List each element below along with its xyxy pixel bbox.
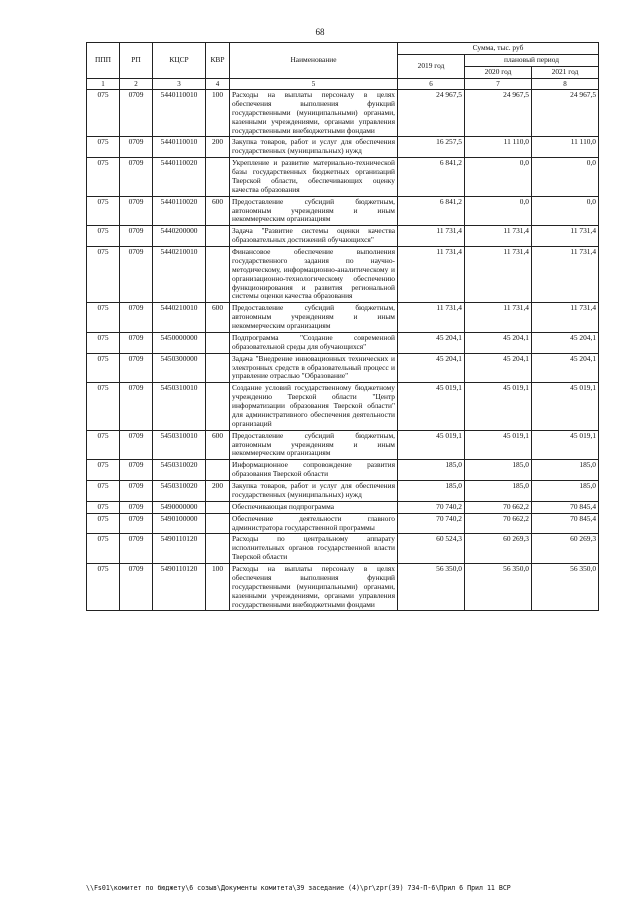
cell-rp: 0709 (120, 460, 153, 481)
cell-kcsr: 5450310020 (153, 481, 206, 502)
cell-rp: 0709 (120, 303, 153, 333)
cell-sum-2021: 45 019,1 (532, 383, 599, 430)
column-number-cell: 4 (206, 78, 230, 89)
cell-kcsr: 5440210010 (153, 247, 206, 303)
cell-sum-2020: 185,0 (465, 481, 532, 502)
header-kcsr: КЦСР (153, 43, 206, 79)
cell-name: Задача "Развитие системы оценки качества образовательных достижений обучающихся" (230, 226, 398, 247)
table-header (87, 43, 599, 90)
cell-kvr (206, 332, 230, 353)
cell-kcsr: 5450300000 (153, 353, 206, 383)
cell-kvr: 100 (206, 564, 230, 611)
cell-name: Информационное сопровождение развития образования Тверской области (230, 460, 398, 481)
cell-rp: 0709 (120, 137, 153, 158)
cell-name: Финансовое обеспечение выполнения государственного задания по научно-методическому, информационно-аналитическому и организационно-технологическому обеспечению функционирования и развития региональной системы оценки качества образования (230, 247, 398, 303)
cell-sum-2020: 11 110,0 (465, 137, 532, 158)
cell-sum-2020: 185,0 (465, 460, 532, 481)
cell-rp: 0709 (120, 501, 153, 513)
cell-kvr (206, 460, 230, 481)
cell-ppp: 075 (87, 137, 120, 158)
cell-ppp: 075 (87, 460, 120, 481)
table-row (87, 158, 599, 197)
cell-kvr (206, 501, 230, 513)
cell-sum-2019: 11 731,4 (398, 303, 465, 333)
cell-ppp: 075 (87, 430, 120, 460)
cell-sum-2020: 60 269,3 (465, 534, 532, 564)
cell-sum-2021: 11 731,4 (532, 303, 599, 333)
cell-sum-2020: 0,0 (465, 196, 532, 226)
cell-sum-2020: 45 204,1 (465, 353, 532, 383)
cell-kvr: 100 (206, 90, 230, 137)
cell-rp: 0709 (120, 513, 153, 534)
cell-sum-2021: 0,0 (532, 196, 599, 226)
cell-ppp: 075 (87, 481, 120, 502)
cell-kcsr: 5440210010 (153, 303, 206, 333)
cell-kvr (206, 353, 230, 383)
cell-sum-2019: 185,0 (398, 460, 465, 481)
cell-sum-2020: 45 019,1 (465, 430, 532, 460)
cell-sum-2020: 70 662,2 (465, 501, 532, 513)
column-number-cell: 1 (87, 78, 120, 89)
cell-rp: 0709 (120, 226, 153, 247)
cell-ppp: 075 (87, 303, 120, 333)
budget-table (86, 42, 599, 611)
cell-rp: 0709 (120, 158, 153, 197)
table-row (87, 430, 599, 460)
cell-sum-2020: 11 731,4 (465, 247, 532, 303)
cell-sum-2021: 45 204,1 (532, 332, 599, 353)
cell-name: Предоставление субсидий бюджетным, автономным учреждениям и иным некоммерческим организациям (230, 196, 398, 226)
table-row (87, 332, 599, 353)
cell-sum-2021: 45 019,1 (532, 430, 599, 460)
cell-sum-2019: 6 841,2 (398, 196, 465, 226)
cell-sum-2021: 0,0 (532, 158, 599, 197)
cell-sum-2019: 16 257,5 (398, 137, 465, 158)
cell-sum-2019: 56 350,0 (398, 564, 465, 611)
cell-sum-2019: 45 204,1 (398, 332, 465, 353)
cell-rp: 0709 (120, 332, 153, 353)
cell-kcsr: 5450310020 (153, 460, 206, 481)
cell-rp: 0709 (120, 247, 153, 303)
cell-ppp: 075 (87, 564, 120, 611)
column-number-row (87, 78, 599, 89)
cell-name: Подпрограмма "Создание современной образовательной среды для обучающихся" (230, 332, 398, 353)
cell-sum-2019: 45 019,1 (398, 430, 465, 460)
table-row (87, 353, 599, 383)
cell-sum-2021: 56 350,0 (532, 564, 599, 611)
table-row (87, 137, 599, 158)
cell-name: Расходы на выплаты персоналу в целях обеспечения выполнения функций государственными (муниципальными) органами, казенными учреждениями, органами управления государственными внебюджетными фондами (230, 564, 398, 611)
cell-kcsr: 5490000000 (153, 501, 206, 513)
table-row (87, 303, 599, 333)
cell-sum-2021: 11 731,4 (532, 226, 599, 247)
header-year-2020: 2020 год (465, 66, 532, 78)
cell-sum-2021: 185,0 (532, 481, 599, 502)
cell-name: Расходы на выплаты персоналу в целях обеспечения выполнения функций государственными (муниципальными) органами, казенными учреждениями, органами управления государственными внебюджетными фондами (230, 90, 398, 137)
table-row (87, 564, 599, 611)
cell-kcsr: 5490110120 (153, 564, 206, 611)
cell-sum-2020: 45 204,1 (465, 332, 532, 353)
header-kvr: КВР (206, 43, 230, 79)
table-row (87, 513, 599, 534)
cell-rp: 0709 (120, 564, 153, 611)
cell-rp: 0709 (120, 481, 153, 502)
cell-ppp: 075 (87, 158, 120, 197)
cell-sum-2020: 11 731,4 (465, 303, 532, 333)
cell-ppp: 075 (87, 332, 120, 353)
cell-sum-2019: 70 740,2 (398, 513, 465, 534)
table-row (87, 383, 599, 430)
cell-ppp: 075 (87, 196, 120, 226)
cell-ppp: 075 (87, 383, 120, 430)
table-body (87, 90, 599, 611)
cell-name: Расходы по центральному аппарату исполнительных органов государственной власти Тверской области (230, 534, 398, 564)
cell-sum-2021: 24 967,5 (532, 90, 599, 137)
cell-ppp: 075 (87, 501, 120, 513)
header-name: Наименование (230, 43, 398, 79)
cell-sum-2019: 45 019,1 (398, 383, 465, 430)
cell-name: Задача "Внедрение инновационных технических и электронных средств в образовательный процесс и управление отраслью "Образование" (230, 353, 398, 383)
table-row (87, 90, 599, 137)
table-row (87, 196, 599, 226)
cell-ppp: 075 (87, 247, 120, 303)
column-number-cell: 5 (230, 78, 398, 89)
cell-sum-2020: 70 662,2 (465, 513, 532, 534)
cell-sum-2021: 70 845,4 (532, 513, 599, 534)
cell-rp: 0709 (120, 534, 153, 564)
cell-name: Закупка товаров, работ и услуг для обеспечения государственных (муниципальных) нужд (230, 481, 398, 502)
cell-name: Закупка товаров, работ и услуг для обеспечения государственных (муниципальных) нужд (230, 137, 398, 158)
header-rp: РП (120, 43, 153, 79)
cell-sum-2021: 11 110,0 (532, 137, 599, 158)
cell-sum-2021: 60 269,3 (532, 534, 599, 564)
cell-kvr (206, 513, 230, 534)
cell-sum-2019: 11 731,4 (398, 247, 465, 303)
cell-kcsr: 5440110010 (153, 90, 206, 137)
cell-kvr: 200 (206, 481, 230, 502)
cell-sum-2019: 45 204,1 (398, 353, 465, 383)
cell-kcsr: 5440200000 (153, 226, 206, 247)
cell-sum-2021: 70 845,4 (532, 501, 599, 513)
cell-sum-2020: 56 350,0 (465, 564, 532, 611)
header-plan-period: плановый период (465, 54, 599, 66)
cell-rp: 0709 (120, 353, 153, 383)
cell-kvr (206, 226, 230, 247)
cell-kcsr: 5440110020 (153, 196, 206, 226)
cell-name: Предоставление субсидий бюджетным, автономным учреждениям и иным некоммерческим организациям (230, 430, 398, 460)
table-row (87, 481, 599, 502)
table-row (87, 534, 599, 564)
cell-kcsr: 5450000000 (153, 332, 206, 353)
column-number-cell: 3 (153, 78, 206, 89)
cell-rp: 0709 (120, 90, 153, 137)
cell-kcsr: 5450310010 (153, 383, 206, 430)
cell-sum-2019: 24 967,5 (398, 90, 465, 137)
cell-name: Укрепление и развитие материально-технической базы государственных бюджетных организаций Тверской области, обеспечивающих оценку качества образования (230, 158, 398, 197)
cell-sum-2019: 70 740,2 (398, 501, 465, 513)
cell-kcsr: 5450310010 (153, 430, 206, 460)
cell-name: Обеспечивающая подпрограмма (230, 501, 398, 513)
cell-sum-2021: 45 204,1 (532, 353, 599, 383)
column-number-cell: 7 (465, 78, 532, 89)
cell-sum-2019: 60 524,3 (398, 534, 465, 564)
cell-kvr (206, 247, 230, 303)
cell-kvr (206, 158, 230, 197)
cell-kvr: 600 (206, 303, 230, 333)
header-sum: Сумма, тыс. руб (398, 43, 599, 55)
cell-kcsr: 5440110020 (153, 158, 206, 197)
cell-name: Предоставление субсидий бюджетным, автономным учреждениям и иным некоммерческим организациям (230, 303, 398, 333)
cell-sum-2019: 185,0 (398, 481, 465, 502)
cell-ppp: 075 (87, 226, 120, 247)
cell-ppp: 075 (87, 90, 120, 137)
cell-sum-2021: 185,0 (532, 460, 599, 481)
column-number-cell: 8 (532, 78, 599, 89)
table-row (87, 247, 599, 303)
header-ppp: ППП (87, 43, 120, 79)
cell-rp: 0709 (120, 383, 153, 430)
table-row (87, 501, 599, 513)
page-number: 68 (315, 27, 325, 37)
cell-sum-2021: 11 731,4 (532, 247, 599, 303)
cell-ppp: 075 (87, 534, 120, 564)
cell-sum-2020: 11 731,4 (465, 226, 532, 247)
header-year-2021: 2021 год (532, 66, 599, 78)
cell-sum-2020: 0,0 (465, 158, 532, 197)
header-year-2019: 2019 год (398, 54, 465, 78)
cell-sum-2020: 45 019,1 (465, 383, 532, 430)
cell-kvr: 600 (206, 196, 230, 226)
cell-sum-2020: 24 967,5 (465, 90, 532, 137)
cell-kvr: 600 (206, 430, 230, 460)
cell-rp: 0709 (120, 196, 153, 226)
cell-sum-2019: 6 841,2 (398, 158, 465, 197)
column-number-cell: 6 (398, 78, 465, 89)
table-row (87, 460, 599, 481)
cell-kvr: 200 (206, 137, 230, 158)
cell-rp: 0709 (120, 430, 153, 460)
cell-kcsr: 5490100000 (153, 513, 206, 534)
cell-kvr (206, 534, 230, 564)
cell-sum-2019: 11 731,4 (398, 226, 465, 247)
table-row (87, 226, 599, 247)
cell-kvr (206, 383, 230, 430)
cell-ppp: 075 (87, 353, 120, 383)
file-path-footer: \\Fs01\комитет по бюджету\6 созыв\Документы комитета\39 заседание (4)\pr\zpr(39) 734-П-6\Прил 6 Прил 11 ВСР (86, 884, 511, 892)
column-number-cell: 2 (120, 78, 153, 89)
cell-name: Обеспечение деятельности главного администратора государственной программы (230, 513, 398, 534)
cell-kcsr: 5490110120 (153, 534, 206, 564)
cell-kcsr: 5440110010 (153, 137, 206, 158)
cell-ppp: 075 (87, 513, 120, 534)
cell-name: Создание условий государственному бюджетному учреждению Тверской области "Центр информатизации образования Тверской области" для административного обеспечения деятельности организаций (230, 383, 398, 430)
